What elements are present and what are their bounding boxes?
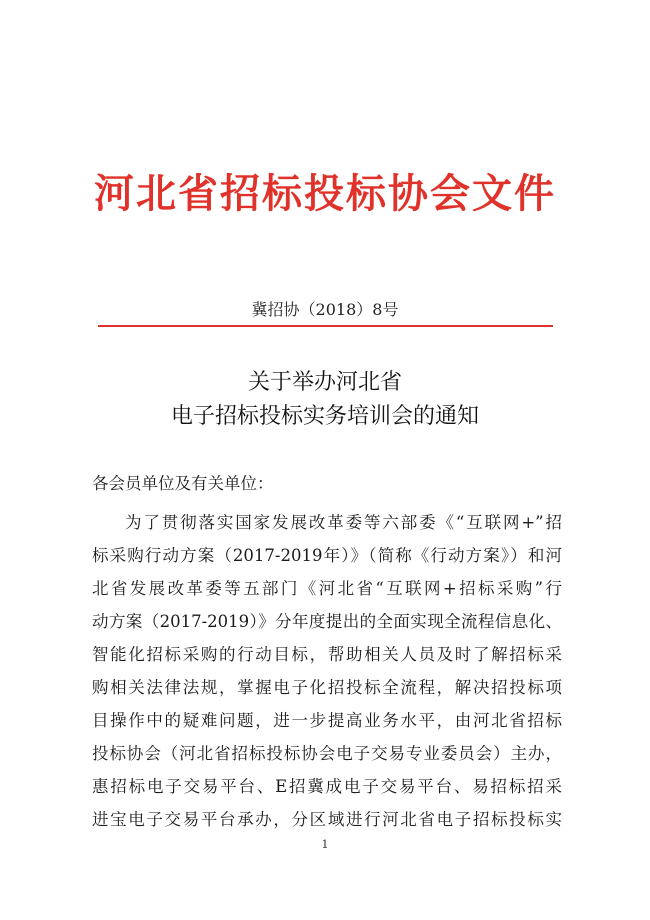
page-number: 1 (321, 838, 329, 851)
body-line: 惠招标电子交易平台、E招冀成电子交易平台、易招标招采 (92, 777, 562, 796)
notice-title-line-1: 关于举办河北省 (247, 370, 402, 395)
body-line: 动方案（2017-2019）》分年度提出的全面实现全流程信息化、 (92, 612, 562, 631)
notice-title-line-2: 电子招标投标实务培训会的通知 (170, 404, 479, 429)
notice-title (0, 366, 650, 434)
salutation: 各会员单位及有关单位： (92, 474, 274, 493)
document-header-title: 河北省招标投标协会文件 (94, 170, 556, 217)
body-line: 标采购行动方案（2017-2019年）》（简称《行动方案》）和河 (92, 546, 562, 565)
body-line: 智能化招标采购的行动目标，帮助相关人员及时了解招标采 (92, 645, 562, 664)
body-line: 北省发展改革委等五部门《河北省“互联网+招标采购”行 (92, 579, 562, 598)
body-paragraph (92, 506, 562, 836)
body-line: 进宝电子交易平台承办，分区域进行河北省电子招标投标实 (92, 810, 562, 829)
document-number: 冀招协（2018）8号 (251, 300, 399, 319)
body-line: 为了贯彻落实国家发展改革委等六部委《“互联网+”招 (125, 513, 562, 532)
body-line: 购相关法律法规，掌握电子化招投标全流程，解决招投标项 (92, 678, 562, 697)
body-line: 投标协会（河北省招标投标协会电子交易专业委员会）主办， (92, 744, 562, 763)
body-line: 目操作中的疑难问题，进一步提高业务水平，由河北省招标 (92, 711, 562, 730)
red-divider-line (98, 325, 553, 327)
